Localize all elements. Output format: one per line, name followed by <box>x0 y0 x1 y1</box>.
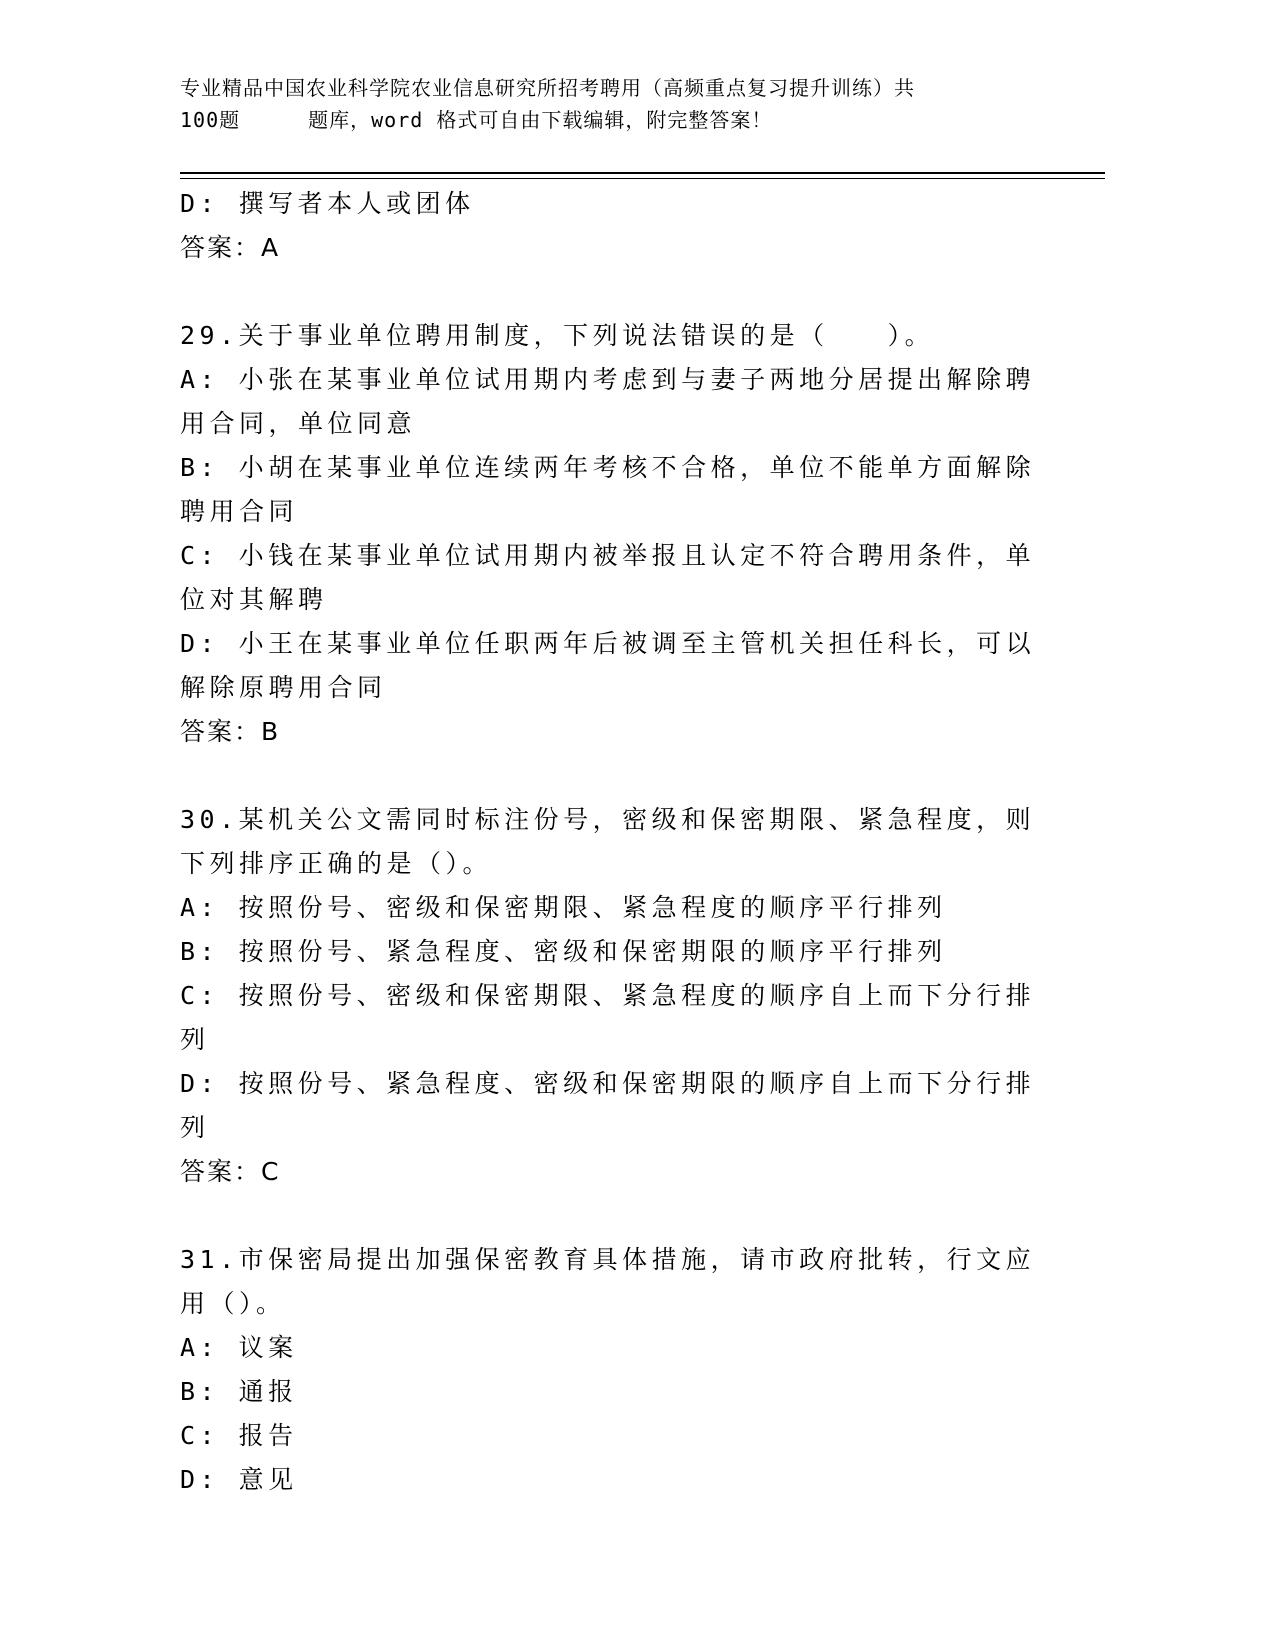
header-title-line1: 专业精品中国农业科学院农业信息研究所招考聘用（高频重点复习提升训练）共 <box>180 76 915 100</box>
question-stem: 29.关于事业单位聘用制度，下列说法错误的是（ ）。 <box>180 321 935 350</box>
option-a: A: 小张在某事业单位试用期内考虑到与妻子两地分居提出解除聘用合同，单位同意 <box>180 365 1036 438</box>
option-d: D: 撰写者本人或团体 <box>180 189 475 218</box>
page-header <box>180 72 1110 136</box>
question-content <box>180 182 1040 1502</box>
header-title-line2 <box>180 104 1110 136</box>
option-c: C: 按照份号、密级和保密期限、紧急程度的顺序自上而下分行排列 <box>180 981 1036 1054</box>
option-c: C: 小钱在某事业单位试用期内被举报且认定不符合聘用条件，单位对其解聘 <box>180 541 1036 614</box>
question-stem: 31.市保密局提出加强保密教育具体措施，请市政府批转，行文应用（）。 <box>180 1245 1036 1318</box>
option-b: B: 按照份号、紧急程度、密级和保密期限的顺序平行排列 <box>180 937 947 966</box>
header-description: 题库，word 格式可自由下载编辑，附完整答案！ <box>308 108 773 132</box>
option-d: D: 意见 <box>180 1465 298 1494</box>
header-count-unit: 题 <box>219 108 241 132</box>
answer-line: 答案：B <box>180 717 281 746</box>
option-c: C: 报告 <box>180 1421 298 1450</box>
option-a: A: 按照份号、密级和保密期限、紧急程度的顺序平行排列 <box>180 893 947 922</box>
header-divider-thin <box>180 178 1105 179</box>
option-b: B: 通报 <box>180 1377 298 1406</box>
question-stem: 30.某机关公文需同时标注份号，密级和保密期限、紧急程度，则下列排序正确的是（）。 <box>180 805 1036 878</box>
option-d: D: 小王在某事业单位任职两年后被调至主管机关担任科长，可以解除原聘用合同 <box>180 629 1036 702</box>
header-question-count: 100 <box>180 108 220 132</box>
question-29 <box>180 314 1040 754</box>
option-b: B: 小胡在某事业单位连续两年考核不合格，单位不能单方面解除聘用合同 <box>180 453 1036 526</box>
option-a: A: 议案 <box>180 1333 298 1362</box>
previous-question-tail <box>180 182 1040 270</box>
question-31 <box>180 1238 1040 1502</box>
option-d: D: 按照份号、紧急程度、密级和保密期限的顺序自上而下分行排列 <box>180 1069 1036 1142</box>
header-divider-thick <box>180 172 1105 174</box>
answer-line: 答案：A <box>180 233 281 262</box>
answer-line: 答案：C <box>180 1157 281 1186</box>
question-30 <box>180 798 1040 1194</box>
